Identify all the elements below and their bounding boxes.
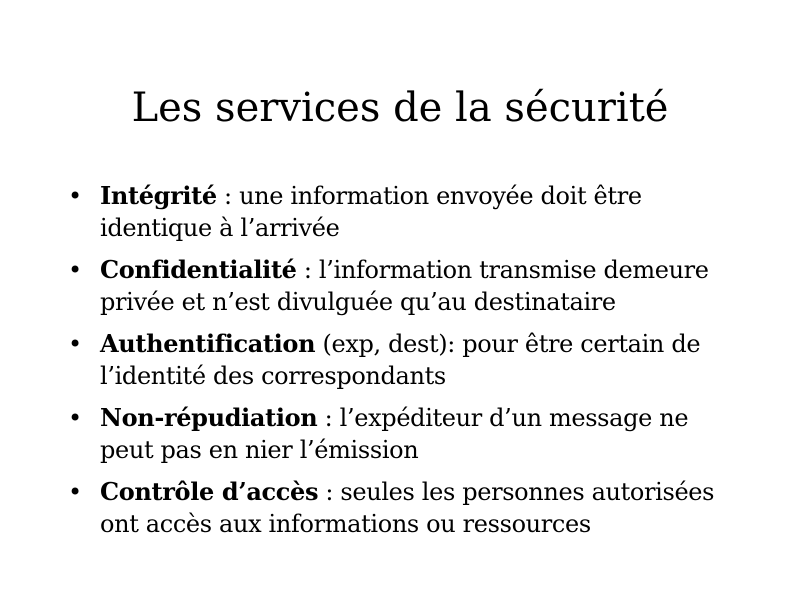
bullet-text: (exp, dest): pour être certain de l’identité des correspondants xyxy=(100,330,701,390)
bullet-item-controle-acces xyxy=(68,476,740,540)
bullet-item-authentification xyxy=(68,328,740,392)
bullet-list xyxy=(68,180,740,550)
bullet-term: Authentification xyxy=(100,329,316,358)
bullet-text: : l’expéditeur d’un message ne peut pas en nier l’émission xyxy=(100,404,689,464)
slide-title: Les services de la sécurité xyxy=(131,85,669,131)
bullet-term: Intégrité xyxy=(100,181,217,210)
bullet-text: : l’information transmise demeure privée et n’est divulguée qu’au destinataire xyxy=(100,256,709,316)
bullet-icon: • xyxy=(68,330,82,358)
bullet-icon: • xyxy=(68,404,82,432)
bullet-term: Contrôle d’accès xyxy=(100,477,319,506)
bullet-icon: • xyxy=(68,256,82,284)
bullet-icon: • xyxy=(68,478,82,506)
bullet-term: Non-répudiation xyxy=(100,403,318,432)
bullet-text: : seules les personnes autorisées ont accès aux informations ou ressources xyxy=(100,478,715,538)
bullet-item-non-repudiation xyxy=(68,402,740,466)
bullet-item-integrite xyxy=(68,180,740,244)
bullet-icon: • xyxy=(68,182,82,210)
bullet-item-confidentialite xyxy=(68,254,740,318)
bullet-text: : une information envoyée doit être identique à l’arrivée xyxy=(100,182,642,242)
bullet-term: Confidentialité xyxy=(100,255,297,284)
